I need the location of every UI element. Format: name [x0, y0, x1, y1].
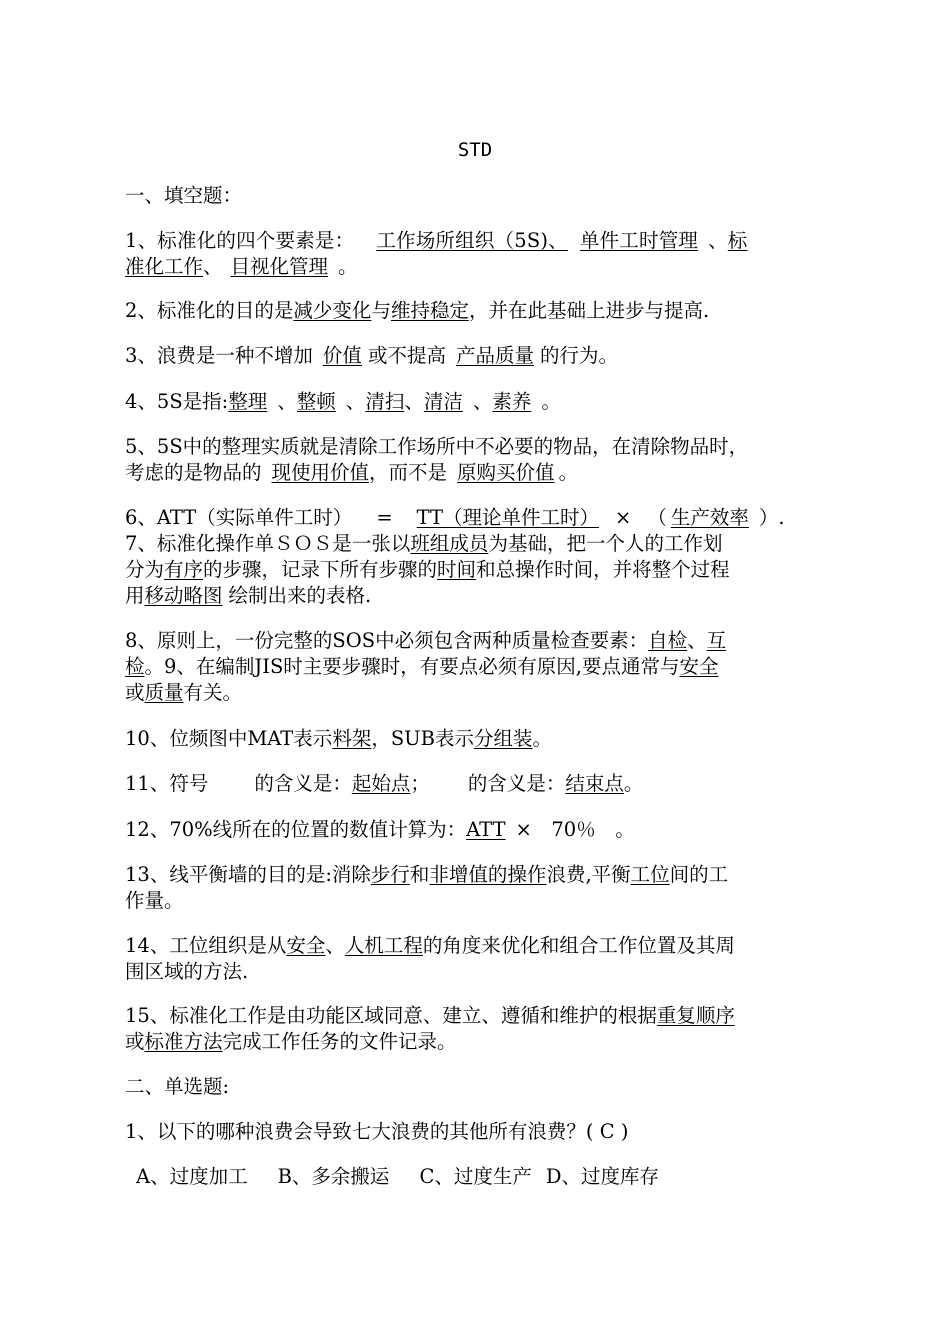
- q2-text-3: ，并在此基础上进步与提高.: [468, 299, 710, 322]
- q15-text-2: 或: [125, 1030, 145, 1053]
- q4-answer-2: 整顿: [296, 390, 336, 413]
- q2-answer-1: 减少变化: [293, 299, 372, 322]
- q3-text-1: 3、浪费是一种不增加: [125, 344, 313, 367]
- q15-text-3: 完成工作任务的文件记录。: [222, 1030, 457, 1053]
- q5-answer-2: 原购买价值: [457, 461, 555, 484]
- q11-text-4: 的含义是：: [467, 772, 566, 795]
- question-15: [125, 1003, 830, 1055]
- q7-text-5: 和总操作时间，并将整个过程: [476, 558, 730, 581]
- q4-end: 。: [541, 390, 561, 413]
- question-8: [125, 628, 830, 706]
- section-heading-fill-in: 一、填空题：: [125, 184, 243, 207]
- q10-text-2: ，SUB表示: [371, 727, 474, 750]
- q2-answer-2: 维持稳定: [390, 299, 469, 322]
- q11-answer-1: 起始点: [351, 772, 411, 795]
- q11-text-2: 的含义是：: [254, 772, 352, 795]
- q8-answer-2b: 检: [125, 655, 145, 678]
- q7-answer-2: 有序: [164, 558, 204, 581]
- q1-answer-3a: 标: [727, 229, 748, 252]
- q12-answer-1: ATT: [466, 818, 506, 841]
- q3-answer-2: 产品质量: [455, 344, 534, 367]
- q4-answer-1: 整理: [228, 390, 268, 413]
- q1-sep: 、: [708, 229, 728, 252]
- question-2: [125, 298, 830, 324]
- q14-answer-1: 安全: [286, 934, 326, 957]
- q4-sep-2: 、: [345, 390, 366, 413]
- q8-answer-1: 自检: [648, 629, 688, 652]
- q4-answer-3: 清扫: [365, 390, 405, 413]
- q7-answer-4: 移动略图: [144, 584, 223, 607]
- q7-text-2: 为基础，把一个人的工作划: [488, 532, 723, 555]
- q4-sep-3: 、: [404, 390, 424, 413]
- q4-text: 4、5S是指:: [125, 390, 229, 413]
- question-13: [125, 862, 830, 914]
- q4-answer-5: 素养: [492, 390, 532, 413]
- q3-answer-1: 价值: [322, 344, 362, 367]
- q6-answer-2: 生产效率: [670, 506, 749, 529]
- q12-text-1: 12、70%线所在的位置的数值计算为：: [125, 818, 467, 841]
- option-a: A、过度加工: [136, 1165, 248, 1188]
- q7-text-3: 分为: [125, 558, 165, 581]
- q13-text-1: 13、线平衡墙的目的是:消除: [125, 863, 371, 886]
- q8-answer-3: 安全: [679, 655, 719, 678]
- q15-text-1: 15、标准化工作是由功能区域同意、建立、遵循和维护的根据: [125, 1004, 657, 1027]
- q2-text-2: 与: [371, 299, 391, 322]
- q11-answer-2: 结束点: [565, 772, 624, 795]
- q13-answer-1: 步行: [370, 863, 410, 886]
- mc-question-1-options: [136, 1164, 841, 1190]
- question-3: [125, 343, 830, 369]
- question-14: [125, 933, 830, 985]
- q13-text-5: 作量。: [125, 889, 184, 912]
- q6-lparen: （: [647, 506, 667, 529]
- q6-rparen: ）.: [758, 506, 785, 529]
- q8-text-1: 8、原则上，一份完整的SOS中必须包含两种质量检查要素：: [125, 629, 649, 652]
- option-c: C、过度生产: [419, 1165, 532, 1188]
- q4-sep-4: 、: [472, 390, 493, 413]
- q10-answer-1: 料架: [332, 727, 372, 750]
- q5-text-2: ，而不是: [369, 461, 448, 484]
- q7-text-4: 的步骤，记录下所有步骤的: [203, 558, 438, 581]
- q6-text-1: 6、ATT（实际单件工时）: [125, 506, 353, 529]
- q3-text-3: 的行为。: [539, 344, 618, 367]
- q8-text-3: 。9、在编制JIS时主要步骤时，有要点必须有原因,要点通常与: [144, 655, 680, 678]
- q7-answer-1: 班组成员: [410, 532, 489, 555]
- q12-text-2: × 70％ 。: [515, 818, 635, 841]
- q13-answer-3: 工位: [630, 863, 670, 886]
- q5-answer-1: 现使用价值: [271, 461, 370, 484]
- q7-text-1: 7、标准化操作单ＳＯＳ是一张以: [125, 532, 411, 555]
- q3-text-2: 或不提高: [367, 344, 446, 367]
- q1-answer-2: 单件工时管理: [579, 229, 699, 252]
- q8-text-5: 有关。: [183, 681, 243, 704]
- option-b: B、多余搬运: [277, 1165, 390, 1188]
- q8-text-4: 或: [125, 681, 145, 704]
- mc-question-1: 1、以下的哪种浪费会导致七大浪费的其他所有浪费？( C ): [125, 1120, 629, 1143]
- question-5: [125, 434, 830, 486]
- q15-answer-2: 标准方法: [144, 1030, 223, 1053]
- q5-line-1: 5、5S中的整理实质就是清除工作场所中不必要的物品，在清除物品时，: [125, 435, 749, 458]
- q13-answer-2: 非增值的操作: [429, 863, 547, 886]
- q10-text-3: 。: [532, 727, 552, 750]
- q8-answer-4: 质量: [144, 681, 184, 704]
- q14-text-2: 、: [325, 934, 345, 957]
- q14-text-1: 14、工位组织是从: [125, 934, 287, 957]
- q10-answer-2: 分组装: [473, 727, 533, 750]
- q13-text-2: 和: [409, 863, 430, 886]
- q11-text-3: ；: [410, 772, 430, 795]
- question-11: [125, 771, 830, 797]
- question-12: [125, 817, 830, 843]
- q4-answer-4: 清洁: [423, 390, 463, 413]
- q5-text-1: 考虑的是物品的: [125, 461, 262, 484]
- question-1: [125, 228, 830, 280]
- option-d: D、过度库存: [545, 1165, 659, 1188]
- question-7: [125, 531, 830, 609]
- q8-answer-2a: 互: [706, 629, 727, 652]
- document-title: STD: [457, 139, 493, 161]
- question-6: [125, 505, 830, 531]
- q7-text-6: 用: [125, 584, 145, 607]
- q11-text-5: 。: [623, 772, 644, 795]
- q13-text-4: 间的工: [669, 863, 729, 886]
- q6-answer-1: TT（理论单件工时）: [416, 506, 600, 529]
- q1-answer-4: 目视化管理: [230, 255, 329, 278]
- q4-sep-1: 、: [277, 390, 297, 413]
- q14-text-4: 围区域的方法.: [125, 960, 249, 983]
- q14-answer-2: 人机工程: [344, 934, 423, 957]
- q6-times: ×: [615, 506, 632, 529]
- q7-answer-3: 时间: [437, 558, 477, 581]
- q1-answer-1: 工作场所组织（5S)、: [376, 229, 568, 252]
- q15-answer-1: 重复顺序: [656, 1004, 735, 1027]
- q7-text-7: 绘制出来的表格.: [228, 584, 372, 607]
- q1-text: 1、标准化的四个要素是：: [125, 229, 355, 252]
- q11-text-1: 11、符号: [125, 772, 209, 795]
- question-4: [125, 389, 830, 415]
- q13-text-3: 浪费,平衡: [546, 863, 631, 886]
- q1-answer-3b: 准化工作: [125, 255, 204, 278]
- q1-end: 。: [338, 255, 358, 278]
- q1-sep2: 、: [203, 255, 223, 278]
- q5-text-3: 。: [558, 461, 579, 484]
- q8-text-2: 、: [687, 629, 707, 652]
- q2-text-1: 2、标准化的目的是: [125, 299, 294, 322]
- section-heading-single-choice: 二、单选题:: [125, 1075, 230, 1098]
- question-10: [125, 726, 830, 752]
- q10-text-1: 10、位频图中MAT表示: [125, 727, 333, 750]
- q14-text-3: 的角度来优化和组合工作位置及其周: [422, 934, 735, 957]
- q6-equals: =: [376, 506, 393, 529]
